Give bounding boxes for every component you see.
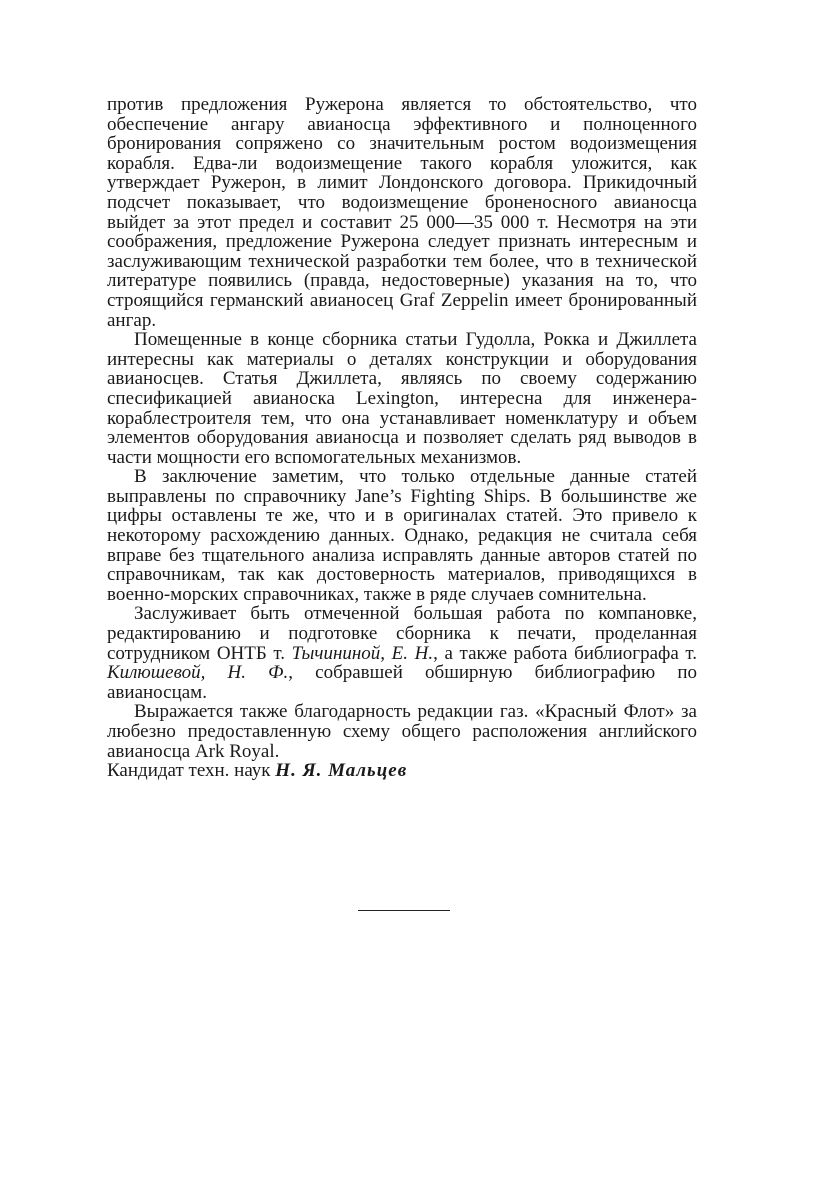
ack-name-kilyusheva: Килюшевой, Н. Ф. (107, 662, 289, 684)
paragraph-reference-corrections: В заключение заметим, что только отдельные данные статей выправлены по справочнику Jane’s Fighting Ships. В большинстве же цифры оставлены те же, что и в оригиналах статей. Это привело к некоторому расхождению данных. Однако, редакция не считала себя вправе без тщательного анализа исправлять данные авторов статей по справочникам, так как достоверность материалов, приводящихся в военно-морских справочниках, также в ряде случаев сомнительна. (107, 466, 697, 605)
ack-text-part-2: , а также работа библиографа т. (433, 642, 697, 664)
paragraph-articles-details: Помещенные в конце сборника статьи Гудолла, Рокка и Джиллета интересны как материалы о деталях конструкции и оборудования авианосцев. Статья Джиллета, являясь по своему содержанию спесификацией авианоска Lexington, интересна для инженера-кораблестроителя тем, что она устанавливает номенклатуру и объем элементов оборудования авианосца и позволяет сделать ряд выводов в части мощности его вспомогательных механизмов. (107, 329, 697, 468)
body-text (107, 95, 697, 781)
section-divider-rule (358, 910, 450, 911)
paragraph-ruzheron-proposal: против предложения Ружерона является то обстоятельство, что обеспечение ангару авианосца эффективного и полноценного бронирования сопряжено со значительным ростом водоизмещения корабля. Едва-ли водоизмещение такого корабля уложится, как утверждает Ружерон, в лимит Лондонского договора. Прикидочный подсчет показывает, что водоизмещение броненосного авианосца выйдет за этот предел и составит 25 000—35 000 т. Несмотря на эти соображения, предложение Ружерона следует признать интересным и заслуживающим технической разработки тем более, что в технической литературе появились (правда, недостоверные) указания на то, что строящийся германский авианосец Graf Zeppelin имеет бронированный ангар. (107, 94, 697, 331)
signature-title: Кандидат техн. наук (107, 760, 271, 782)
ack-text-part-3: , собравшей обширную библиографию по авианосцам. (107, 662, 698, 703)
paragraph-acknowledgement-newspaper: Выражается также благодарность редакции газ. «Красный Флот» за любезно предоставленную схему общего расположения английского авианосца Ark Royal. (107, 701, 697, 762)
signature-name: Н. Я. Мальцев (275, 760, 408, 782)
paragraph-acknowledgement-staff (107, 604, 697, 702)
ack-name-tychinina: Тычининой, Е. Н. (291, 642, 434, 664)
ack-text-part-1: Заслуживает быть отмеченной большая работа по компановке, редактированию и подготовке сборника к печати, проделанная сотрудником ОНТБ т. (107, 603, 697, 664)
signature-line (107, 761, 697, 781)
